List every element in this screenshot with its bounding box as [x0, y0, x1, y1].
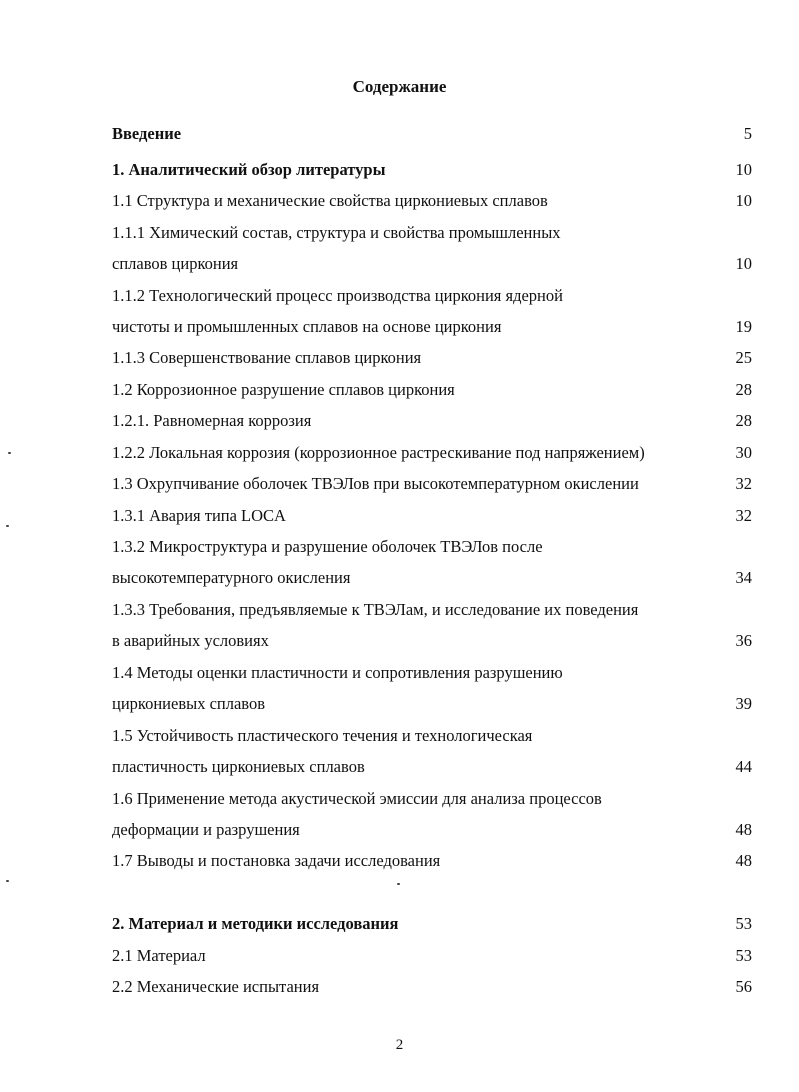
- toc-entry: 1.2 Коррозионное разрушение сплавов циркония: [112, 380, 455, 399]
- scan-speck: [8, 452, 11, 454]
- toc-page: 56: [735, 977, 752, 996]
- toc-entry: пластичность циркониевых сплавов: [112, 757, 365, 776]
- toc-page: 34: [735, 568, 752, 587]
- toc-entry: 2.2 Механические испытания: [112, 977, 320, 996]
- toc-entry: 1.1 Структура и механические свойства циркониевых сплавов: [112, 191, 548, 210]
- toc-entry: 1.4 Методы оценки пластичности и сопротивления разрушению: [112, 663, 563, 682]
- toc-entry-intro: Введение: [112, 124, 182, 143]
- toc-page: 10: [735, 254, 752, 273]
- toc-page: 53: [735, 914, 752, 933]
- toc-page: 32: [735, 506, 752, 525]
- toc-entry: в аварийных условиях: [112, 631, 269, 650]
- toc-entry: циркониевых сплавов: [112, 694, 266, 713]
- toc-entry: 1.2.2 Локальная коррозия (коррозионное растрескивание под напряжением): [112, 443, 645, 462]
- scan-speck: [6, 525, 9, 527]
- toc-page: 10: [735, 160, 752, 179]
- toc-page: 10: [735, 191, 752, 210]
- toc-entry: 1.3.3 Требования, предъявляемые к ТВЭЛам, и исследование их поведения: [112, 600, 639, 619]
- toc-entry: 1.3 Охрупчивание оболочек ТВЭЛов при высокотемпературном окислении: [112, 474, 639, 493]
- toc-page: 53: [735, 946, 752, 965]
- toc-page: 28: [735, 411, 752, 430]
- toc-entry: 1.7 Выводы и постановка задачи исследования: [112, 851, 441, 870]
- toc-entry-chapter-2: 2. Материал и методики исследования: [112, 914, 399, 933]
- toc-page: 44: [735, 757, 752, 776]
- toc-entry: 1.3.2 Микроструктура и разрушение оболочек ТВЭЛов после: [112, 537, 543, 556]
- toc-page: 5: [743, 124, 752, 143]
- toc-entry-chapter-1: 1. Аналитический обзор литературы: [112, 160, 386, 179]
- toc-page: 19: [735, 317, 752, 336]
- toc-page: 30: [735, 443, 752, 462]
- toc-entry: 1.1.2 Технологический процесс производства циркония ядерной: [112, 286, 563, 305]
- toc-entry: высокотемпературного окисления: [112, 568, 351, 587]
- toc-entry: сплавов циркония: [112, 254, 239, 273]
- toc-page: 25: [735, 348, 752, 367]
- toc-page: 28: [735, 380, 752, 399]
- toc-page: 32: [735, 474, 752, 493]
- toc-entry: деформации и разрушения: [112, 820, 300, 839]
- toc-page: 48: [735, 851, 752, 870]
- toc-page: 39: [735, 694, 752, 713]
- toc-entry: 1.1.3 Совершенствование сплавов циркония: [112, 348, 422, 367]
- toc-entry: 1.1.1 Химический состав, структура и свойства промышленных: [112, 223, 561, 242]
- toc-page: 36: [735, 631, 752, 650]
- toc-entry: 1.2.1. Равномерная коррозия: [112, 411, 312, 430]
- page-number: 2: [395, 1037, 404, 1053]
- toc-entry: чистоты и промышленных сплавов на основе циркония: [112, 317, 502, 336]
- toc-entry: 1.3.1 Авария типа LOCA: [112, 506, 286, 525]
- toc-entry: 2.1 Материал: [112, 946, 206, 965]
- scan-speck: [397, 883, 400, 885]
- toc-page: 48: [735, 820, 752, 839]
- toc-entry: 1.5 Устойчивость пластического течения и технологическая: [112, 726, 533, 745]
- toc-title: Содержание: [352, 77, 447, 96]
- toc-entry: 1.6 Применение метода акустической эмиссии для анализа процессов: [112, 789, 602, 808]
- scan-speck: [6, 880, 9, 882]
